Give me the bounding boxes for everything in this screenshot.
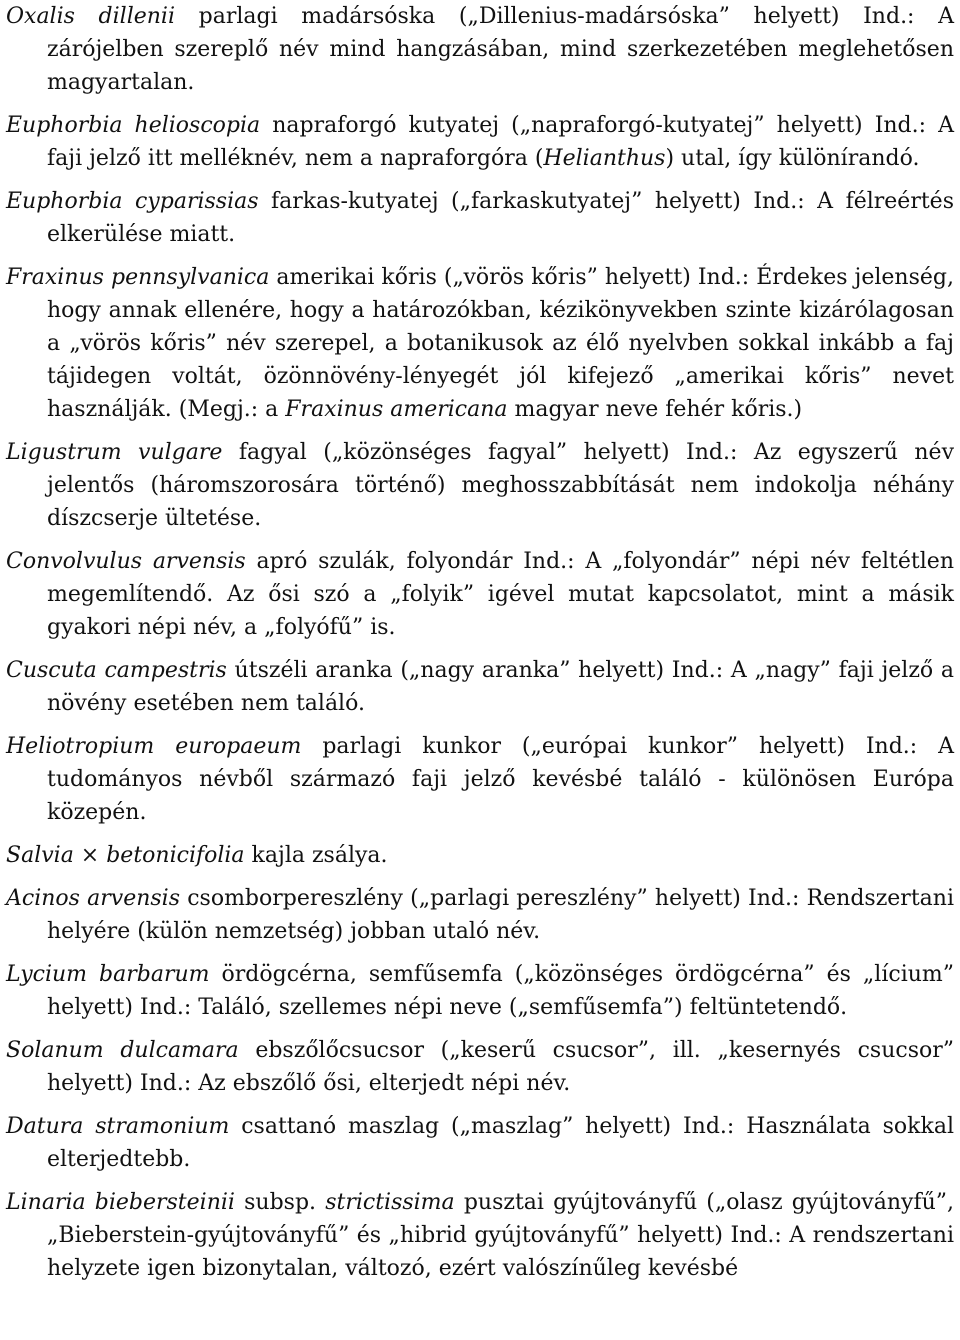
entry-text: parlagi madársóska („Dillenius-madársóska” helyett) Ind.: A zárójelben szereplő név mind hangzásában, mind szerkezetében meglehetősen magyartalan.: [47, 4, 954, 95]
scientific-name: Fraxinus pennsylvanica: [6, 265, 270, 290]
scientific-name: Cuscuta campestris: [6, 658, 227, 683]
entry-acinos-arvensis: [6, 882, 954, 948]
scientific-name: Convolvulus arvensis: [6, 549, 246, 574]
scientific-name: Lycium barbarum: [6, 962, 210, 987]
entry-salvia-betonicifolia: [6, 839, 954, 872]
entry-text: napraforgó kutyatej („napraforgó-kutyatej” helyett) Ind.: A faji jelző itt melléknév, nem a napraforgóra (: [47, 113, 954, 171]
entry-ligustrum-vulgare: [6, 436, 954, 535]
entry-heliotropium-europaeum: [6, 730, 954, 829]
scientific-name: Heliotropium europaeum: [6, 734, 302, 759]
entry-oxalis-dillenii: [6, 0, 954, 99]
entry-text: parlagi kunkor („európai kunkor” helyett) Ind.: A tudományos névből származó faji jelző kevésbé találó - különösen Európa közepén.: [47, 734, 954, 825]
entry-fraxinus-pennsylvanica: [6, 261, 954, 426]
entry-cuscuta-campestris: [6, 654, 954, 720]
entry-text: subsp.: [234, 1190, 326, 1215]
scientific-name: Solanum dulcamara: [6, 1038, 239, 1063]
entry-text: csattanó maszlag („maszlag” helyett) Ind.: Használata sokkal elterjedtebb.: [47, 1114, 954, 1172]
entry-text: fagyal („közönséges fagyal” helyett) Ind.: Az egyszerű név jelentős (háromszorosára történő) meghosszabbítását nem indokolja néhány díszcserje ültetése.: [47, 440, 954, 531]
scientific-name: Salvia × betonicifolia: [6, 843, 245, 868]
entry-text: farkas-kutyatej („farkaskutyatej” helyett) Ind.: A félreértés elkerülése miatt.: [47, 189, 954, 247]
scientific-name-inline: Helianthus: [543, 146, 666, 171]
entry-text: pusztai gyújtoványfű („olasz gyújtoványfű”, „Bieberstein-gyújtoványfű” és „hibrid gyújtoványfű” helyett) Ind.: A rendszertani helyzete igen bizonytalan, változó, ezért valószínűleg kevésbé: [47, 1190, 955, 1281]
scientific-name: Euphorbia cyparissias: [6, 189, 259, 214]
scientific-name: Linaria biebersteinii: [6, 1190, 235, 1215]
scientific-name: Datura stramonium: [6, 1114, 230, 1139]
entry-euphorbia-helioscopia: [6, 109, 954, 175]
scientific-name: Euphorbia helioscopia: [6, 113, 261, 138]
scientific-name: Ligustrum vulgare: [6, 440, 223, 465]
entry-linaria-biebersteinii: [6, 1186, 954, 1285]
entry-datura-stramonium: [6, 1110, 954, 1176]
scientific-name-inline: Fraxinus americana: [285, 397, 508, 422]
entry-text: kajla zsálya.: [244, 843, 388, 868]
entry-solanum-dulcamara: [6, 1034, 954, 1100]
scientific-name: Oxalis dillenii: [6, 4, 176, 29]
scientific-name: Acinos arvensis: [6, 886, 181, 911]
entry-convolvulus-arvensis: [6, 545, 954, 644]
entry-text: amerikai kőris („vörös kőris” helyett) Ind.: Érdekes jelenség, hogy annak ellenére, hogy a határozókban, kézikönyvekben szinte kizárólagosan a „vörös kőris” név szerepel, a botanikusok az élő nyelvben sokkal inkább a faj tájidegen voltát, özönnövény-lényegét jól kifejező „amerikai kőris” nevet használják. (Megj.: a: [47, 265, 954, 422]
entry-lycium-barbarum: [6, 958, 954, 1024]
entry-text: ) utal, így különírandó.: [665, 146, 920, 171]
entry-text: ebszőlőcsucsor („keserű csucsor”, ill. „kesernyés csucsor” helyett) Ind.: Az ebszőlő ősi, elterjedt népi név.: [47, 1038, 955, 1096]
entry-text: apró szulák, folyondár Ind.: A „folyondár” népi név feltétlen megemlítendő. Az ősi szó a „folyik” igével mutat kapcsolatot, mint a másik gyakori népi név, a „folyófű” is.: [47, 549, 954, 640]
entry-text: útszéli aranka („nagy aranka” helyett) Ind.: A „nagy” faji jelző a növény esetében nem találó.: [47, 658, 955, 716]
entry-text: magyar neve fehér kőris.): [507, 397, 803, 422]
scientific-name-inline: strictissima: [325, 1190, 455, 1215]
entry-euphorbia-cyparissias: [6, 185, 954, 251]
entry-text: csomborpereszlény („parlagi pereszlény” helyett) Ind.: Rendszertani helyére (külön nemzetség) jobban utaló név.: [47, 886, 954, 944]
entry-text: ördögcérna, semfűsemfa („közönséges ördögcérna” és „lícium” helyett) Ind.: Találó, szellemes népi neve („semfűsemfa”) feltüntetendő.: [47, 962, 955, 1020]
